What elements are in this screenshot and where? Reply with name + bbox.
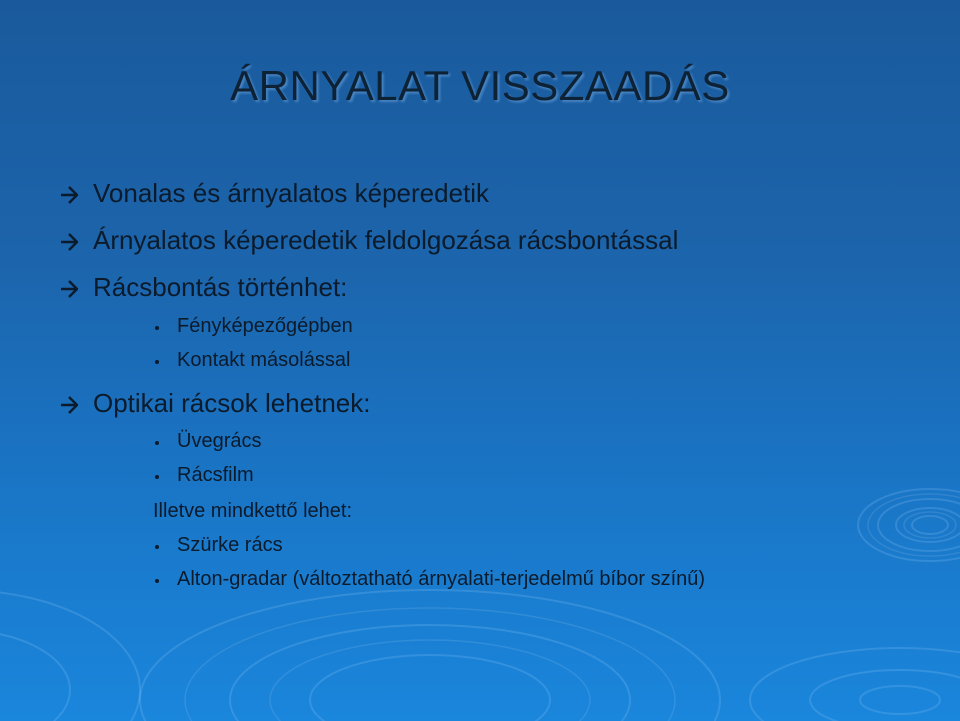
note-text: Illetve mindkettő lehet: (153, 500, 352, 522)
bullet-3: Rácsbontás történhet: (93, 272, 348, 302)
dot-bullet-icon (155, 326, 159, 330)
sub-bullet-3-2: Alton-gradar (változtatható árnyalati-terjedelmű bíbor színű) (177, 568, 706, 590)
bullet-2: Árnyalatos képeredetik feldolgozása rácsbontással (93, 225, 679, 255)
arrow-bullet-icon (60, 186, 78, 204)
arrow-bullet-icon (60, 233, 78, 251)
arrow-bullet-icon (60, 280, 78, 298)
dot-bullet-icon (155, 475, 159, 479)
sub-bullet-1-2: Kontakt másolással (177, 349, 351, 371)
sub-bullet-2-1: Üvegrács (177, 430, 262, 452)
dot-bullet-icon (155, 360, 159, 364)
sub-bullet-3-1: Szürke rács (177, 534, 283, 556)
dot-bullet-icon (155, 441, 159, 445)
bullet-1: Vonalas és árnyalatos képeredetik (93, 178, 490, 208)
slide-title: ÁRNYALAT VISSZAADÁS (230, 62, 730, 109)
dot-bullet-icon (155, 545, 159, 549)
sub-bullet-2-2: Rácsfilm (177, 464, 254, 486)
dot-bullet-icon (155, 579, 159, 583)
bullet-4: Optikai rácsok lehetnek: (93, 388, 371, 418)
sub-bullet-1-1: Fényképezőgépben (177, 315, 353, 337)
arrow-bullet-icon (60, 396, 78, 414)
